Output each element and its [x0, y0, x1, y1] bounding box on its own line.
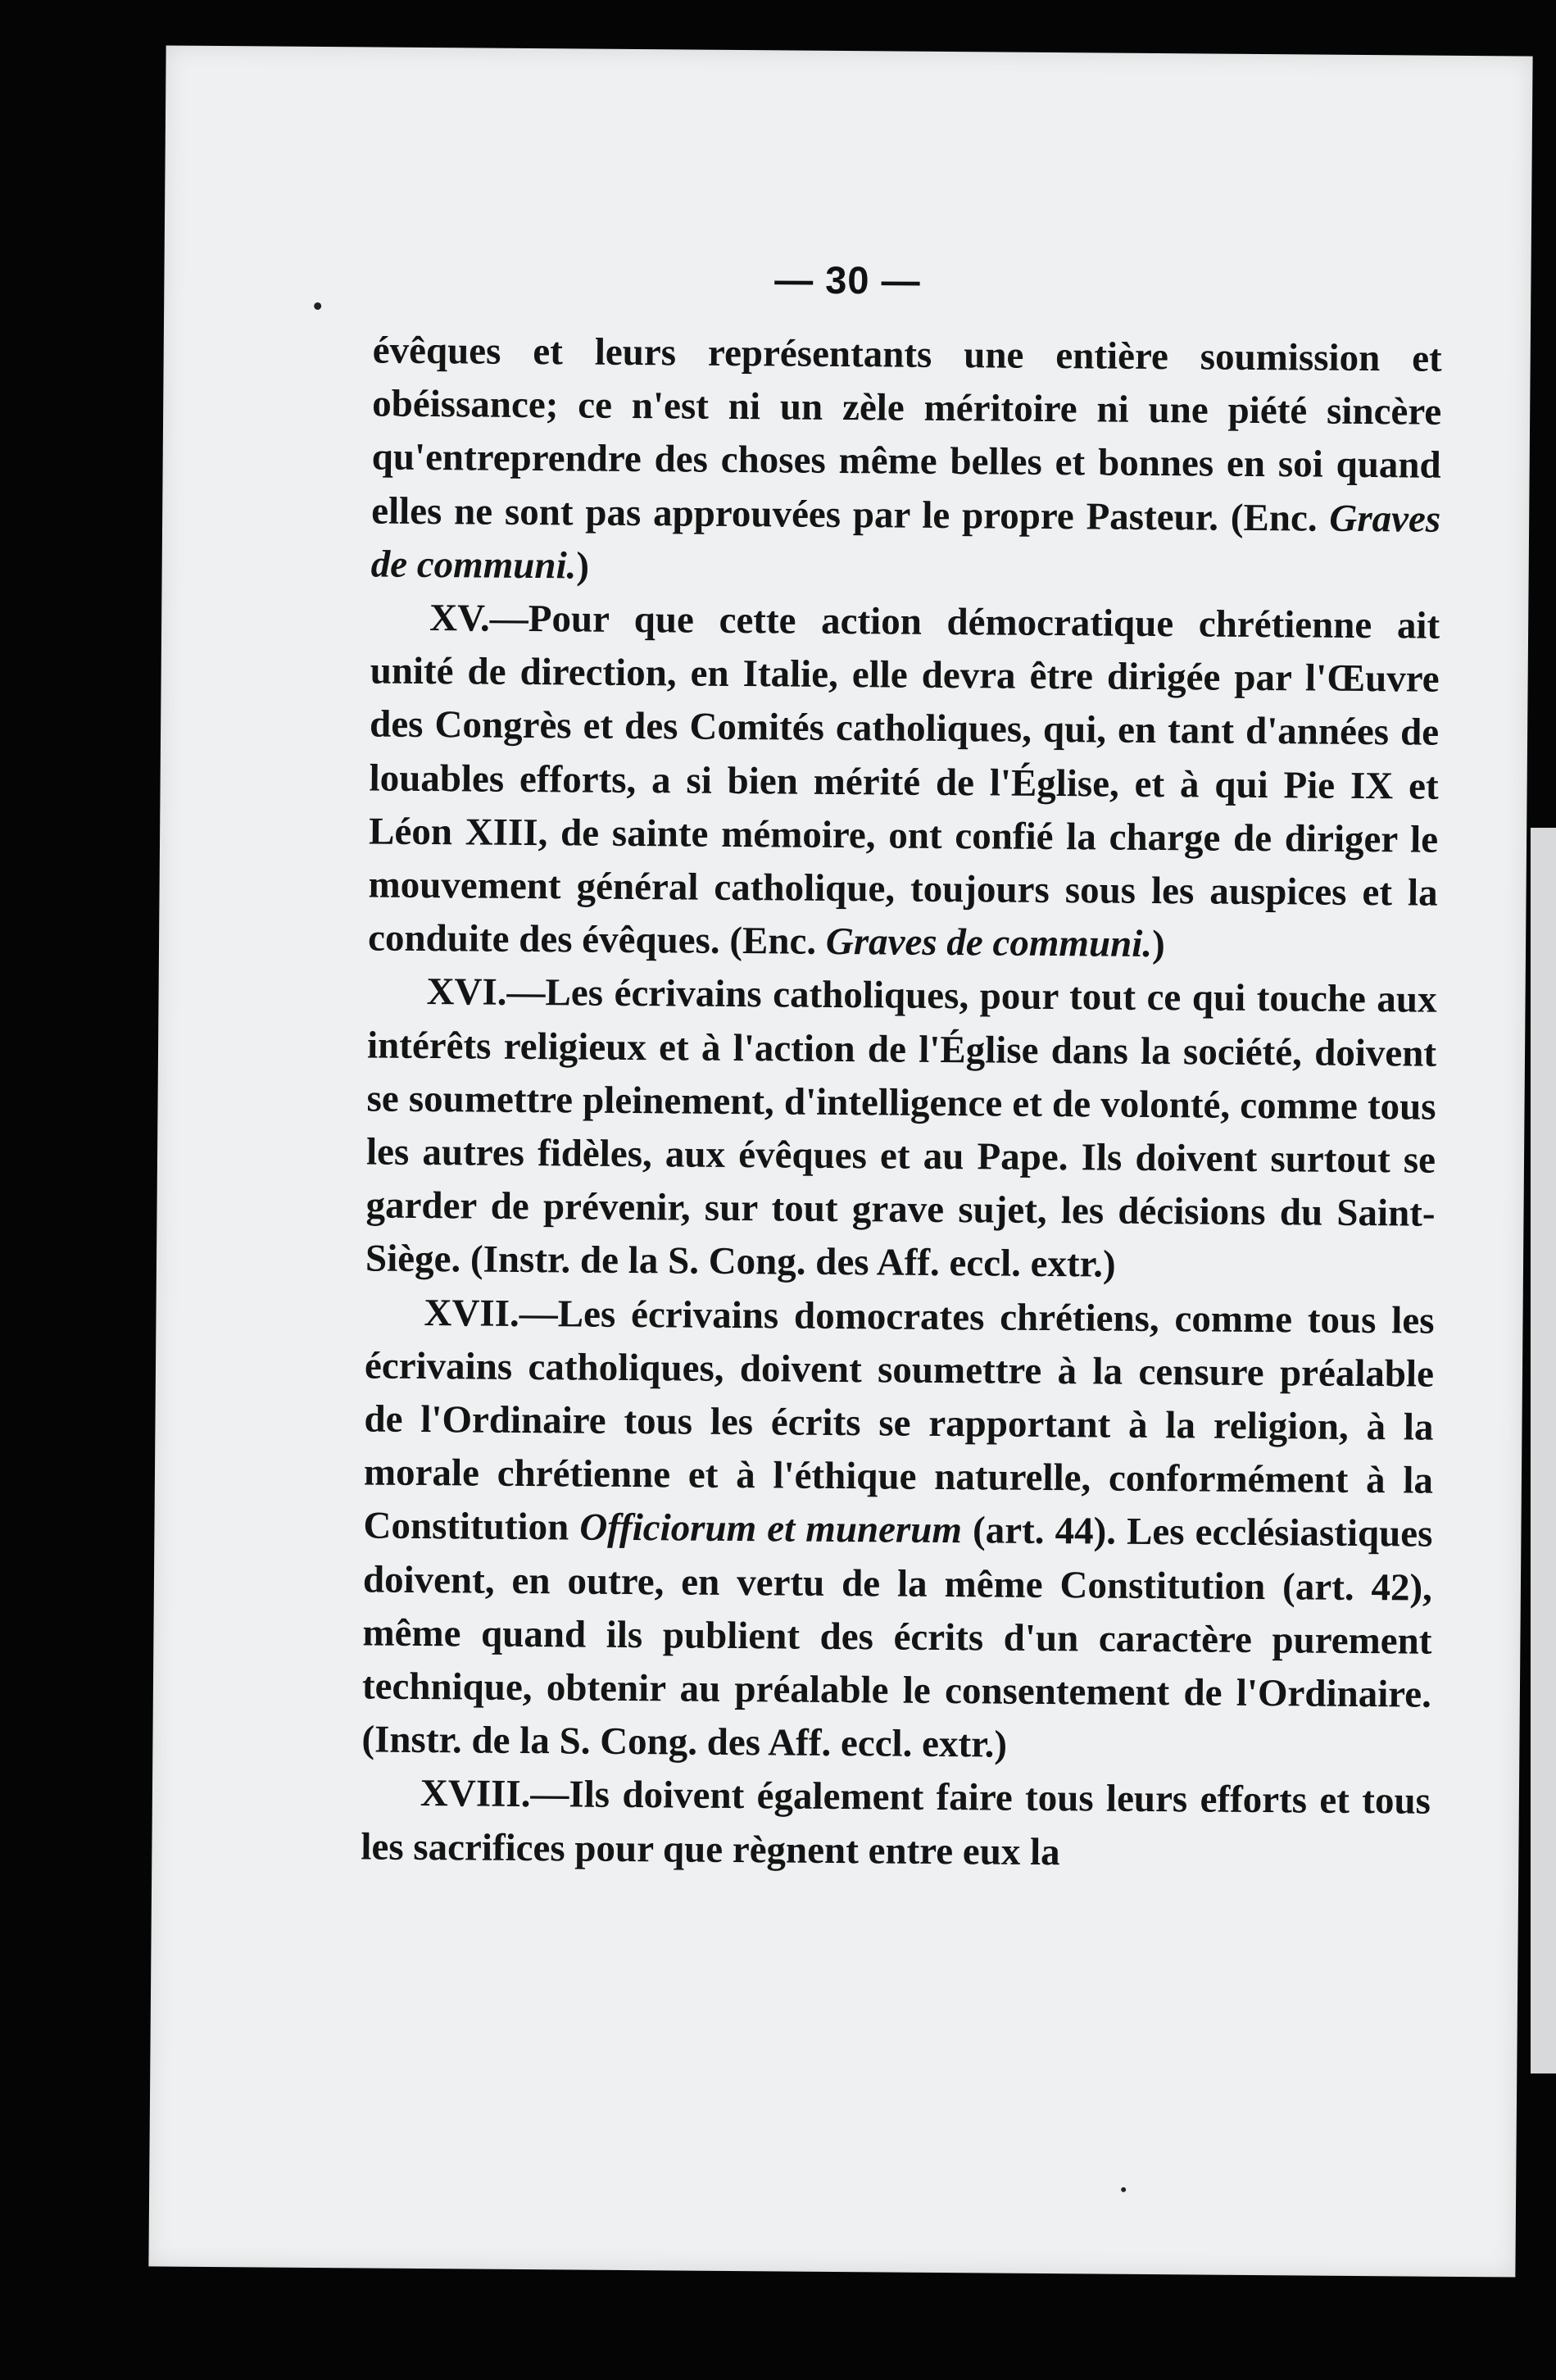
- adjacent-page-edge: [1531, 828, 1556, 2073]
- paragraph-xviii: XVIII.—Ils doivent également faire tous leurs efforts et tous les sacrifices pour que règnent entre eux la: [361, 1772, 1431, 1874]
- paragraph-1-text: évêques et leurs représentants une entière soumission et obéissance; ce n'est ni un zèle méritoire ni une piété sincère qu'entreprendre des choses même belles et bonnes en soi quand elles ne sont pas approuvées par le propre Pasteur. (Enc.: [371, 329, 1442, 540]
- dust-speck: [1121, 2187, 1126, 2192]
- dust-speck: [314, 302, 321, 310]
- paragraph-xvii-citation: Officiorum et munerum: [579, 1506, 963, 1552]
- paragraph-1-tail: ): [576, 544, 590, 588]
- paragraph-xv-text: XV.—Pour que cette action démocratique chrétienne ait unité de direction, en Italie, elle devra être dirigée par l'Œuvre des Congrès et des Comités catholiques, qui, en tant d'années de louables efforts, a si bien mérité de l'Église, et à qui Pie IX et Léon XIII, de sainte mémoire, ont confié la charge de diriger le mouvement général catholique, toujours sous les auspices et la conduite des évêques. (Enc.: [367, 597, 1440, 964]
- paragraph-xvii: [361, 1286, 1435, 1775]
- paragraph-xvi: XVI.—Les écrivains catholiques, pour tout ce qui touche aux intérêts religieux et à l'action de l'Église dans la société, doivent se soumettre pleinement, d'intelligence et de volonté, comme tous les autres fidèles, aux évêques et au Pape. Ils doivent surtout se garder de prévenir, sur tout grave sujet, les décisions du Saint-Siège. (Instr. de la S. Cong. des Aff. eccl. extr.): [365, 970, 1437, 1287]
- book-page: [148, 45, 1532, 2277]
- paragraph-xv-tail: ): [1151, 923, 1165, 966]
- paragraph-xvii-text: XVII.—Les écrivains domocrates chrétiens, comme tous les écrivains catholiques, doivent soumettre à la censure préalable de l'Ordinaire tous les écrits se rapportant à la religion, à la morale chrétienne et à l'éthique naturelle, conformément à la Constitution: [363, 1291, 1435, 1549]
- paragraph-1: [370, 324, 1442, 599]
- page-number: — 30 —: [774, 257, 921, 302]
- paragraph-xv-citation: Graves de communi.: [825, 920, 1153, 966]
- paragraph-xv: [368, 591, 1440, 974]
- page-body-text: [361, 324, 1442, 1882]
- paragraph-xvii-tail: (art. 44). Les ecclésiastiques doivent, en outre, en vertu de la même Constitution (art. 42), même quand ils publient des écrits d'un caractère purement technique, obtenir au préalable le consentement de l'Ordinaire. (Instr. de la S. Cong. des Aff. eccl. extr.): [361, 1509, 1433, 1766]
- paragraph-1-citation: Graves de communi.: [370, 497, 1441, 588]
